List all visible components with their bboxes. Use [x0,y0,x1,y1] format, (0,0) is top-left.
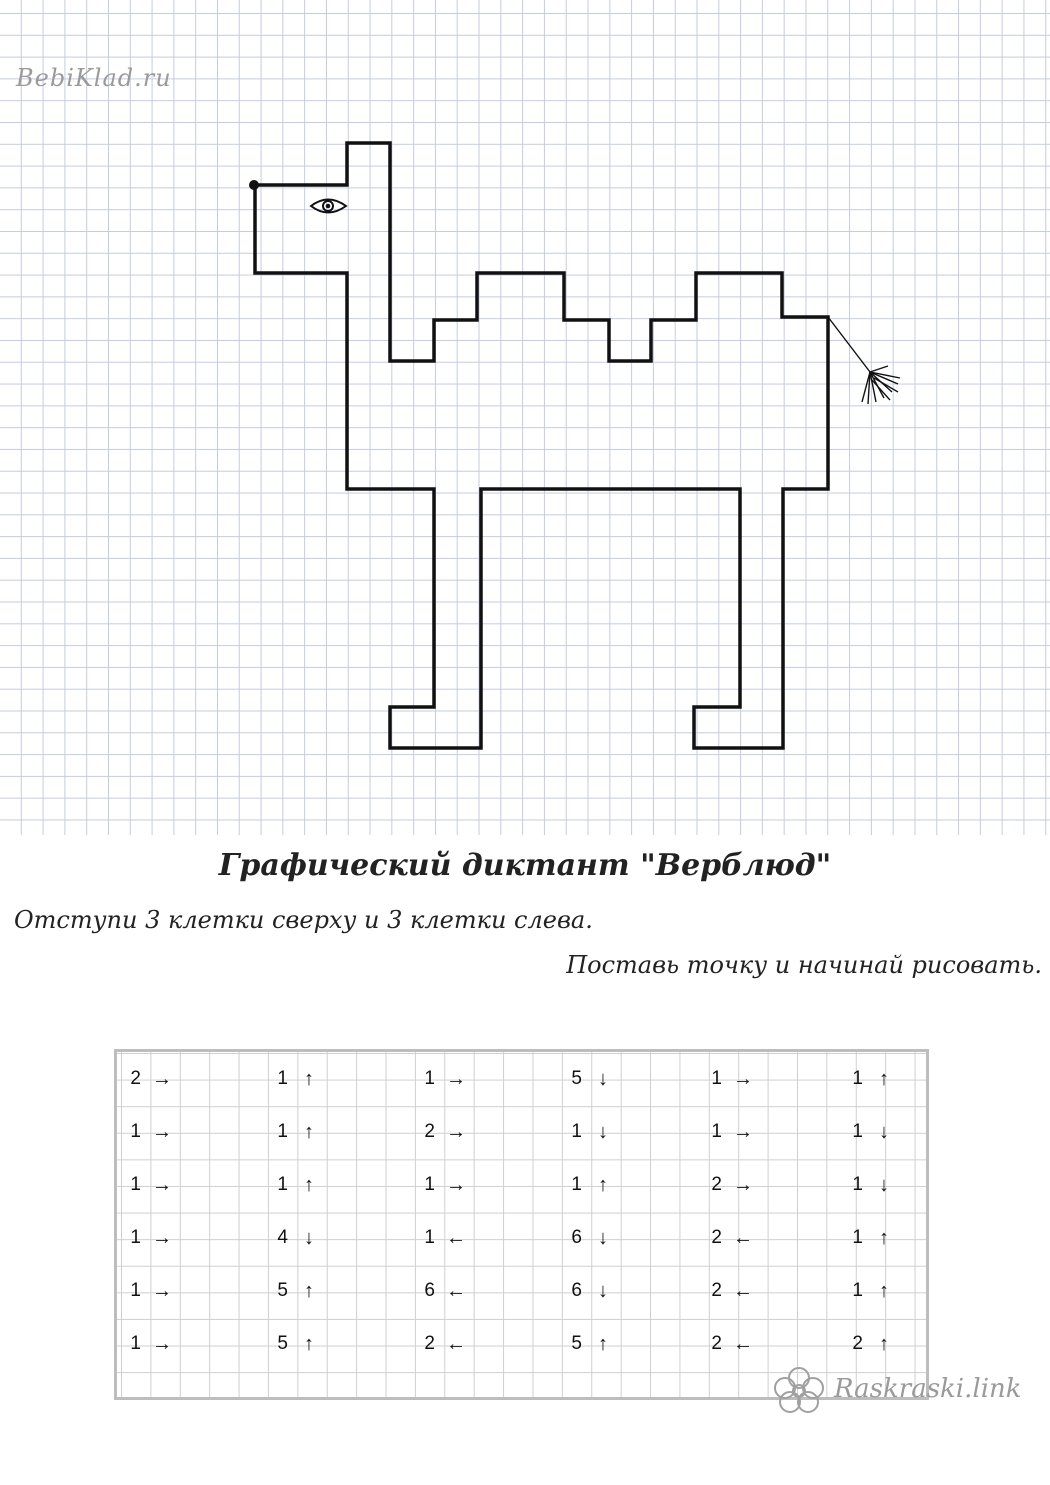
arrow-right-icon: → [446,1173,466,1196]
arrow-right-icon: → [152,1173,172,1196]
step-count: 2 [424,1121,435,1142]
arrow-right-icon: → [733,1067,753,1090]
dictation-step [839,1118,909,1146]
step-count: 6 [571,1227,582,1248]
arrow-left-icon: ← [733,1226,753,1249]
arrow-right-icon: → [446,1067,466,1090]
dictation-step [117,1330,187,1358]
step-count: 1 [130,1227,141,1248]
arrow-right-icon: → [152,1279,172,1302]
arrow-up-icon: ↑ [879,1067,889,1090]
arrow-down-icon: ↓ [879,1120,889,1143]
dictation-step [558,1277,628,1305]
step-count: 1 [852,1121,863,1142]
dictation-step [411,1118,481,1146]
dictation-step [264,1277,334,1305]
arrow-left-icon: ← [446,1332,466,1355]
arrow-down-icon: ↓ [598,1279,608,1302]
step-count: 6 [424,1280,435,1301]
step-count: 1 [424,1068,435,1089]
dictation-step [839,1171,909,1199]
arrow-left-icon: ← [733,1332,753,1355]
dictation-step [264,1065,334,1093]
step-count: 1 [277,1174,288,1195]
dictation-step [558,1118,628,1146]
step-count: 2 [711,1227,722,1248]
dictation-step [558,1224,628,1252]
tail-icon [828,317,900,404]
arrow-up-icon: ↑ [304,1173,314,1196]
watermark-bebiklad: BebiKlad.ru [16,64,172,92]
step-count: 4 [277,1227,288,1248]
dictation-step [839,1065,909,1093]
dictation-step [558,1171,628,1199]
step-count: 1 [130,1121,141,1142]
arrow-up-icon: ↑ [304,1279,314,1302]
step-count: 1 [277,1121,288,1142]
arrow-right-icon: → [152,1120,172,1143]
eye-icon [311,200,346,213]
step-count: 5 [571,1068,582,1089]
dictation-step [411,1277,481,1305]
dictation-step [117,1277,187,1305]
dictation-step [698,1277,768,1305]
arrow-down-icon: ↓ [598,1120,608,1143]
step-count: 1 [852,1280,863,1301]
arrow-left-icon: ← [733,1279,753,1302]
dictation-step [117,1118,187,1146]
step-count: 5 [277,1333,288,1354]
step-count: 5 [277,1280,288,1301]
dictation-step [839,1277,909,1305]
step-count: 1 [277,1068,288,1089]
dictation-step [264,1330,334,1358]
arrow-down-icon: ↓ [598,1067,608,1090]
dictation-step [117,1224,187,1252]
dictation-step [839,1224,909,1252]
arrow-left-icon: ← [446,1279,466,1302]
arrow-left-icon: ← [446,1226,466,1249]
dictation-step [411,1330,481,1358]
start-dot [249,180,259,190]
dictation-step [264,1118,334,1146]
step-count: 6 [571,1280,582,1301]
page-title: Графический диктант "Верблюд" [218,848,832,883]
step-count: 1 [852,1227,863,1248]
arrow-up-icon: ↑ [879,1226,889,1249]
step-count: 1 [130,1333,141,1354]
step-count: 1 [130,1280,141,1301]
step-count: 1 [424,1174,435,1195]
arrow-up-icon: ↑ [304,1332,314,1355]
step-count: 2 [711,1174,722,1195]
camel-outline [255,143,828,748]
arrow-up-icon: ↑ [304,1067,314,1090]
step-count: 2 [852,1333,863,1354]
instruction-line-2: Поставь точку и начинай рисовать. [566,951,1042,979]
dictation-step [839,1330,909,1358]
dictation-table [114,1049,929,1400]
instruction-line-1: Отступи 3 клетки сверху и 3 клетки слева. [14,906,593,934]
dictation-step [698,1224,768,1252]
step-count: 1 [571,1174,582,1195]
step-count: 1 [711,1121,722,1142]
step-count: 5 [571,1333,582,1354]
arrow-down-icon: ↓ [304,1226,314,1249]
arrow-right-icon: → [152,1226,172,1249]
dictation-step [698,1171,768,1199]
arrow-up-icon: ↑ [598,1332,608,1355]
step-count: 2 [711,1280,722,1301]
step-count: 2 [130,1068,141,1089]
dictation-step [698,1065,768,1093]
arrow-right-icon: → [733,1173,753,1196]
dictation-step [117,1171,187,1199]
dictation-step [411,1224,481,1252]
watermark-raskraski [770,1364,1022,1414]
dictation-step [264,1224,334,1252]
arrow-down-icon: ↓ [598,1226,608,1249]
step-count: 1 [571,1121,582,1142]
arrow-down-icon: ↓ [879,1173,889,1196]
step-count: 1 [852,1174,863,1195]
step-count: 1 [711,1068,722,1089]
flower-icon [770,1364,828,1414]
dictation-step [411,1171,481,1199]
dictation-step [698,1330,768,1358]
arrow-up-icon: ↑ [879,1332,889,1355]
step-count: 1 [424,1227,435,1248]
step-count: 2 [424,1333,435,1354]
step-count: 1 [852,1068,863,1089]
step-count: 1 [130,1174,141,1195]
arrow-right-icon: → [733,1120,753,1143]
dictation-step [558,1330,628,1358]
step-count: 2 [711,1333,722,1354]
arrow-up-icon: ↑ [879,1279,889,1302]
dictation-step [117,1065,187,1093]
dictation-step [558,1065,628,1093]
arrow-up-icon: ↑ [304,1120,314,1143]
arrow-right-icon: → [446,1120,466,1143]
watermark-raskraski-text: Raskraski.link [834,1374,1022,1404]
dictation-step [698,1118,768,1146]
arrow-right-icon: → [152,1067,172,1090]
dictation-step [411,1065,481,1093]
arrow-up-icon: ↑ [598,1173,608,1196]
dictation-step [264,1171,334,1199]
arrow-right-icon: → [152,1332,172,1355]
